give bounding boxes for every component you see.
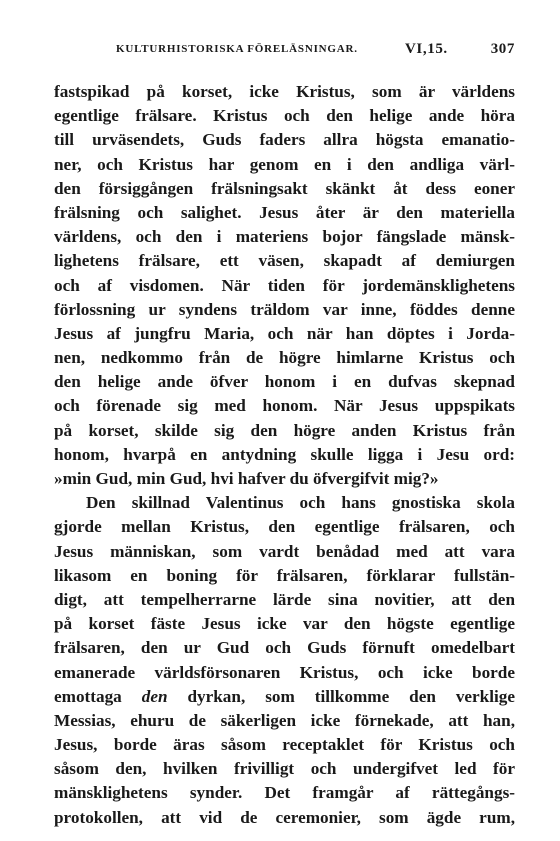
text-segment: dyrkan, som tillkomme den verklige — [187, 686, 515, 706]
text-line-with-emphasis — [54, 685, 515, 709]
text-line: såsom den, hvilken frivilligt och undergifvet led för — [54, 759, 515, 779]
section-number: VI,15. — [405, 41, 448, 57]
text-line: frälsning och salighet. Jesus åter är den materiella — [54, 202, 515, 222]
emphasized-word: den — [141, 686, 168, 706]
text-line: gjorde mellan Kristus, den egentlige frälsaren, och — [54, 517, 515, 537]
text-line: egentlige frälsare. Kristus och den helige ande höra — [54, 106, 515, 126]
running-head — [92, 43, 515, 63]
text-line: världens, och den i materiens bojor fängslade mänsk- — [54, 227, 515, 247]
text-line: Messias, ehuru de säkerligen icke förnekade, att han, — [54, 710, 515, 730]
text-line: Jesus, borde äras såsom receptaklet för Kristus och — [54, 735, 515, 755]
text-line: mänsklighetens synder. Det framgår af rättegångs- — [54, 783, 515, 803]
text-line: emanerade världsförsonaren Kristus, och icke borde — [54, 662, 515, 682]
text-line: och förenade sig med honom. När Jesus uppspikats — [54, 396, 515, 416]
text-line: på korset, skilde sig den högre anden Kristus från — [54, 420, 515, 440]
text-line: nen, nedkommo från de högre himlarne Kristus och — [54, 348, 515, 368]
text-line: lighetens frälsare, ett väsen, skapadt af demiurgen — [54, 251, 515, 271]
text-line: till urväsendets, Guds faders allra högsta emanatio- — [54, 130, 515, 150]
text-line: frälsaren, den ur Gud och Guds förnuft omedelbart — [54, 638, 515, 658]
text-segment: emottaga — [54, 686, 122, 706]
page-number: 307 — [490, 41, 515, 57]
text-line: honom, hvarpå en antydning skulle ligga i Jesu ord: — [54, 444, 515, 464]
text-line: den försiggången frälsningsakt skänkt åt dess eoner — [54, 178, 515, 198]
text-line: likasom en boning för frälsaren, förklarar fullstän- — [54, 565, 515, 585]
text-line: fastspikad på korset, icke Kristus, som är världens — [54, 82, 515, 101]
running-title: KULTURHISTORISKA FÖRELÄSNINGAR. — [116, 43, 358, 55]
text-line: Jesus människan, som vardt benådad med att vara — [54, 541, 515, 561]
paragraph-start-line: Den skillnad Valentinus och hans gnostiska skola — [86, 493, 515, 513]
text-line: protokollen, att vid de ceremonier, som ägde rum, — [54, 807, 515, 827]
text-line: ner, och Kristus har genom en i den andliga värl- — [54, 154, 515, 174]
text-line: »min Gud, min Gud, hvi hafver du öfvergifvit mig?» — [54, 469, 439, 488]
text-line: och af visdomen. När tiden för jordemänsklighetens — [54, 275, 515, 295]
text-line: på korset fäste Jesus icke var den högste egentlige — [54, 614, 515, 634]
text-line: digt, att tempelherrarne lärde sina novitier, att den — [54, 589, 515, 609]
body-text — [54, 80, 515, 830]
text-line: den helige ande öfver honom i en dufvas skepnad — [54, 372, 515, 392]
text-line: förlossning ur syndens träldom var inne, föddes denne — [54, 299, 515, 319]
text-line: Jesus af jungfru Maria, och när han döptes i Jorda- — [54, 323, 515, 343]
